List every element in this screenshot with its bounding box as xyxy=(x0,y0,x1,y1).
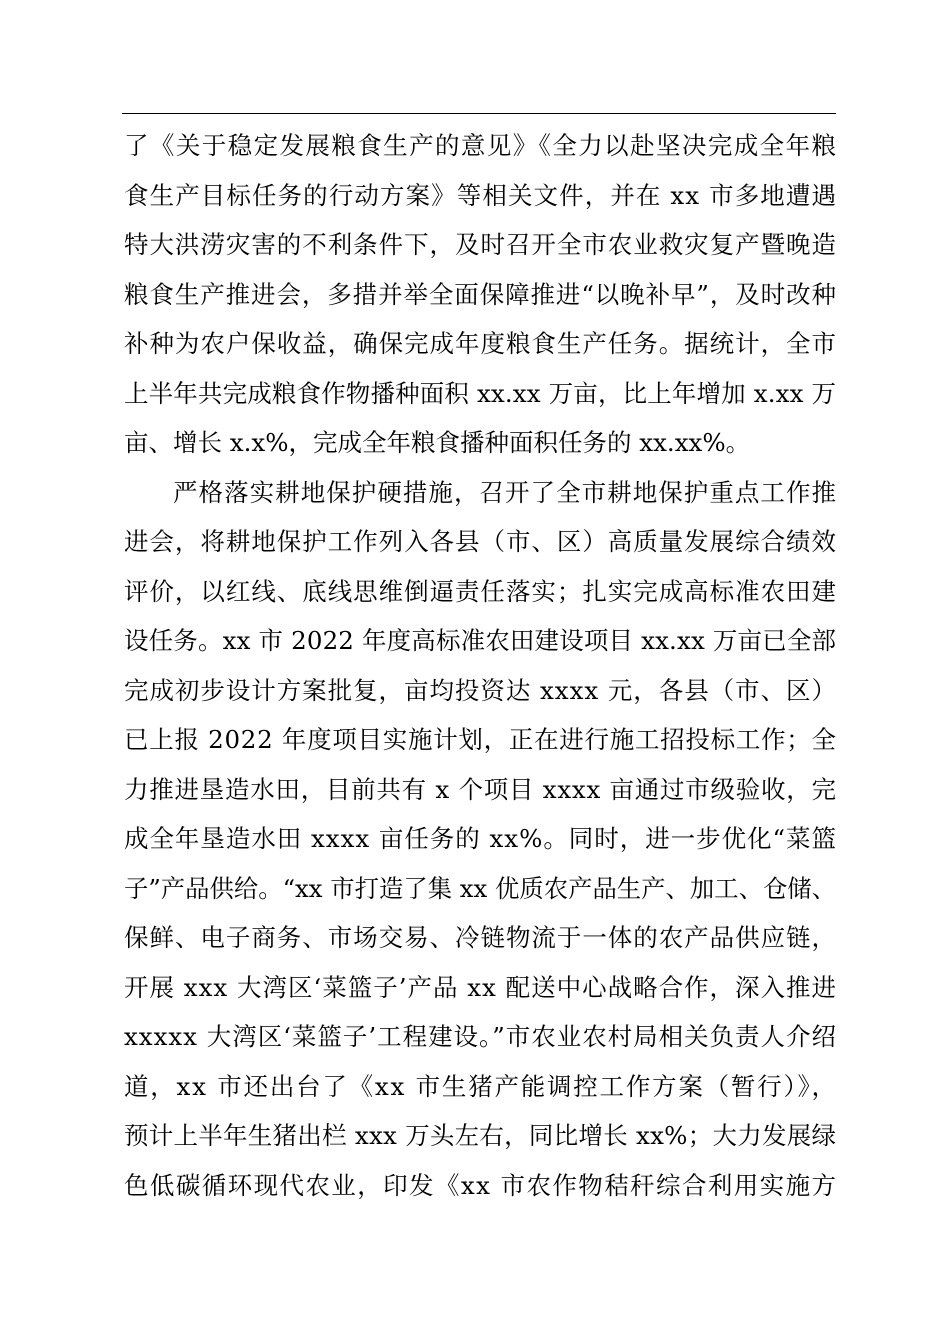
text-line: 设任务。xx 市 2022 年度高标准农田建设项目 xx.xx 万亩已全部 xyxy=(124,626,837,655)
text-line: 完成初步设计方案批复，亩均投资达 xxxx 元，各县（市、区） xyxy=(124,675,837,705)
text-line: 食生产目标任务的行动方案》等相关文件，并在 xx 市多地遭遇 xyxy=(124,180,838,210)
text-line: 严格落实耕地保护硬措施，召开了全市耕地保护重点工作推 xyxy=(173,477,838,507)
text-line: 子”产品供给。“xx 市打造了集 xx 优质农产品生产、加工、仓储、 xyxy=(124,873,837,903)
text-line: 道，xx 市还出台了《xx 市生猪产能调控工作方案（暂行）》， xyxy=(124,1071,838,1101)
text-line: 开展 xxx 大湾区‘菜篮子’产品 xx 配送中心战略合作，深入推进 xyxy=(124,972,838,1002)
paragraph-1 xyxy=(124,121,836,468)
text-line: 进会，将耕地保护工作列入各县（市、区）高质量发展综合绩效 xyxy=(124,527,837,556)
text-line: 亩、增长 x.x%，完成全年粮食播种面积任务的 xx.xx%。 xyxy=(124,428,751,457)
text-line: 特大洪涝灾害的不利条件下，及时召开全市农业救灾复产暨晚造 xyxy=(124,230,837,259)
paragraph-2 xyxy=(124,468,836,1211)
document-body xyxy=(124,121,836,1210)
text-line: 评价，以红线、底线思维倒逼责任落实；扎实完成高标准农田建 xyxy=(124,576,837,606)
text-line: 了《关于稳定发展粮食生产的意见》《全力以赴坚决完成全年粮 xyxy=(124,131,838,160)
text-line: 已上报 2022 年度项目实施计划，正在进行施工招投标工作；全 xyxy=(124,725,837,754)
text-line: xxxxx 大湾区‘菜篮子’工程建设。”市农业农村局相关负责人介绍 xyxy=(124,1022,837,1051)
text-line: 粮食生产推进会，多措并举全面保障推进“以晚补早”，及时改种 xyxy=(124,279,837,309)
header-divider xyxy=(122,113,836,114)
text-line: 上半年共完成粮食作物播种面积 xx.xx 万亩，比上年增加 x.xx 万 xyxy=(124,378,837,408)
text-line: 补种为农户保收益，确保完成年度粮食生产任务。据统计，全市 xyxy=(124,329,837,358)
text-line: 力推进垦造水田，目前共有 x 个项目 xxxx 亩通过市级验收，完 xyxy=(124,774,837,804)
text-line: 保鲜、电子商务、市场交易、冷链物流于一体的农产品供应链， xyxy=(124,923,837,952)
text-line: 成全年垦造水田 xxxx 亩任务的 xx%。同时，进一步优化“菜篮 xyxy=(124,824,837,853)
text-line: 预计上半年生猪出栏 xxx 万头左右，同比增长 xx%；大力发展绿 xyxy=(124,1121,837,1150)
text-line: 色低碳循环现代农业，印发《xx 市农作物秸秆综合利用实施方 xyxy=(124,1170,838,1200)
